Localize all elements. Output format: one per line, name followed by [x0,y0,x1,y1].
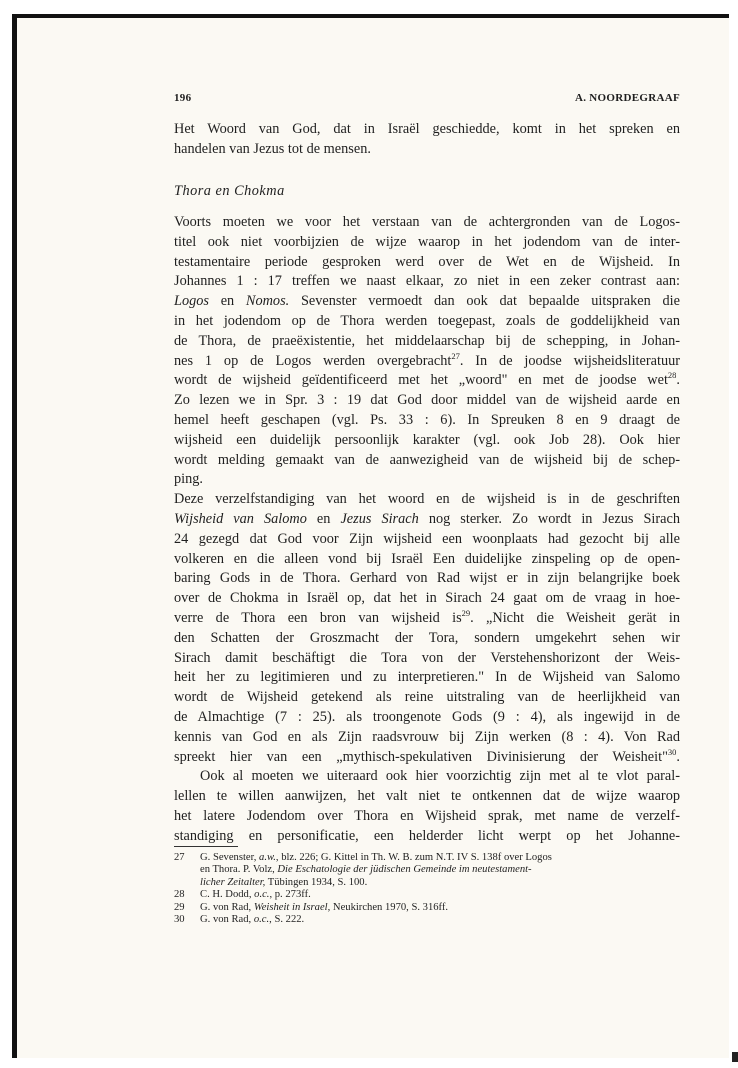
text-line: over de Chokma in Israël op, dat het in Sirach 24 gaat om de vraag in hoe- [174,590,680,607]
italic-title: Jezus Sirach [340,510,419,527]
italic-term: Logos [174,293,209,310]
footnote-28 [174,889,680,901]
text-line: het latere Jodendom over Thora en Wijsheid sprak, met name de verzelf- [174,807,680,824]
text-line: wordt melding gemaakt van de aanwezigheid van de wijsheid bij de schep- [174,451,680,468]
footnotes [174,852,680,926]
text-line: de Thora, de praeëxistentie, het middelaarschap bij de schepping, in Johan- [174,332,680,349]
text-line: wijsheid een duidelijk persoonlijk karakter (vgl. ook Job 28). Ook hier [174,431,680,448]
text-run: en [306,510,341,527]
text-line: kennis van God en als Zijn raadsvrouw bij Zijn werken (8 : 4). Von Rad [174,728,680,745]
text-line: hemel heeft geschapen (vgl. Ps. 33 : 6). In Spreuken 8 en 9 draagt de [174,411,680,428]
italic-title: licher Zeitalter, [200,876,266,888]
text-line [174,609,680,629]
footnote-ref[interactable]: 30 [667,746,677,757]
footnote-number: 29 [174,901,185,913]
text-run: . [676,748,680,765]
text-line: ping. [174,471,203,488]
text-line: baring Gods in de Thora. Gerhard von Rad wijst er in zijn belangrijke boek [174,570,680,587]
italic-term: Nomos. [245,293,290,310]
text-line [174,292,680,312]
footnote-30 [174,914,680,926]
text-line [174,510,680,530]
text-run: G. Sevenster, [200,852,260,863]
footnote-ref[interactable]: 28 [667,370,677,381]
text-run: . [676,372,680,389]
footnote-ref[interactable]: 29 [461,608,471,619]
text-line: testamentaire periode gesproken werd over de Wet en de Wijsheid. In [174,253,680,270]
text-line: standiging en personificatie, een helderder licht werpt op het Johanne- [174,827,680,844]
footnote-number: 27 [174,852,185,863]
text-line: lellen te willen aanwijzen, het valt niet te ontkennen dat de wijze waarop [174,788,680,805]
italic-title: Wijsheid van Salomo [174,510,307,527]
text-line: Het Woord van God, dat in Israël geschiedde, komt in het spreken en [174,121,680,137]
italic-title: Die Eschatologie der jüdischen Gemeinde im neutestament- [277,864,532,876]
footnote-27 [174,852,680,889]
text-run: spreekt hier van een „mythisch-spekulativen Divinisierung der Weisheit" [174,748,668,765]
italic-abbrev: o.c. [254,889,270,901]
intro-paragraph [174,120,680,160]
italic-abbrev: a.w. [259,852,276,863]
footnote-ref[interactable]: 27 [451,350,460,361]
text-run: en [208,293,246,310]
footnote-number: 28 [174,889,185,901]
footnote-29 [174,902,680,914]
italic-title: Weisheit in Israel, [253,901,331,913]
text-run: nog sterker. Zo wordt in Jezus Sirach [418,510,681,527]
text-run: nes 1 op de Logos werden overgebracht [174,352,452,369]
text-line: Ook al moeten we uiteraard ook hier voorzichtig zijn met al te vlot paral- [200,768,680,785]
text-line: wordt de Wijsheid getekend als reine uitstraling van de heerlijkheid van [174,689,680,706]
running-head-author: A. NOORDEGRAAF [574,92,680,104]
text-run: , S. 222. [269,914,305,926]
text-run: C. H. Dodd, [200,889,255,901]
text-line: den Schatten der Groszmacht der Tora, sondern umgekehrt sehen wir [174,629,680,646]
text-line: heit her zu legitimieren und zu interpretieren." In de Wijsheid van Salomo [174,669,680,686]
text-run: Tübingen 1934, S. 100. [265,876,368,888]
text-run: G. von Rad, [200,901,254,913]
text-line [174,748,680,768]
text-line: Johannes 1 : 17 treffen we naast elkaar, zo niet in een zeker contrast aan: [174,273,680,290]
text-line: titel ook niet voorbijzien de wijze waarop in het jodendom van de inter- [174,233,680,250]
text-run: verre de Thora een bron van wijsheid is [174,609,462,626]
running-header [174,92,680,110]
page-number: 196 [174,92,192,104]
text-line: 24 gezegd dat God voor Zijn wijsheid een woonplaats had gezocht bij alle [174,530,680,547]
text-run: . In de joodse wijsheidsliteratuur [459,352,680,369]
text-line: volkeren en die alleen vond bij Israël Een duidelijke zinspeling op de open- [174,550,680,567]
scan-edge-mark [732,1052,738,1062]
text-line: Zo lezen we in Spr. 3 : 19 dat God door middel van de wijsheid aarde en [174,392,680,409]
text-line: handelen van Jezus tot de mensen. [174,140,371,157]
text-line [174,352,680,372]
italic-abbrev: o.c. [253,914,270,926]
text-run: . „Nicht die Weisheit gerät in [470,609,680,626]
text-run: G. von Rad, [200,914,254,926]
text-line: Sirach damit beschäftigt die Tora von der Verstehenshorizont der Weis- [174,649,680,666]
text-run: en Thora. P. Volz, [200,864,278,876]
text-run: , blz. 226; G. Kittel in Th. W. B. zum N.T. IV S. 138f over Logos [275,852,552,863]
footnote-number: 30 [174,914,185,926]
text-run: wordt de wijsheid geïdentificeerd met het „woord" en met de joodse wet [174,372,668,389]
text-line: in het jodendom op de Thora werden toegepast, zoals de goddelijkheid van [174,312,680,329]
text-line: Deze verzelfstandiging van het woord en de wijsheid is in de geschriften [174,491,680,508]
text-line [174,371,680,391]
section-heading: Thora en Chokma [174,183,285,199]
body-text [174,213,680,847]
text-line: Voorts moeten we voor het verstaan van de achtergronden van de Logos- [174,214,680,230]
footnote-rule [174,846,238,847]
text-run: , p. 273ff. [269,889,311,901]
text-run: Neukirchen 1970, S. 316ff. [330,901,449,913]
text-line: de Almachtige (7 : 25). als troongenote Gods (9 : 4), als ingewijd in de [174,708,680,725]
text-run: Sevenster vermoedt dan ook dat bepaalde uitspraken die [289,293,680,310]
